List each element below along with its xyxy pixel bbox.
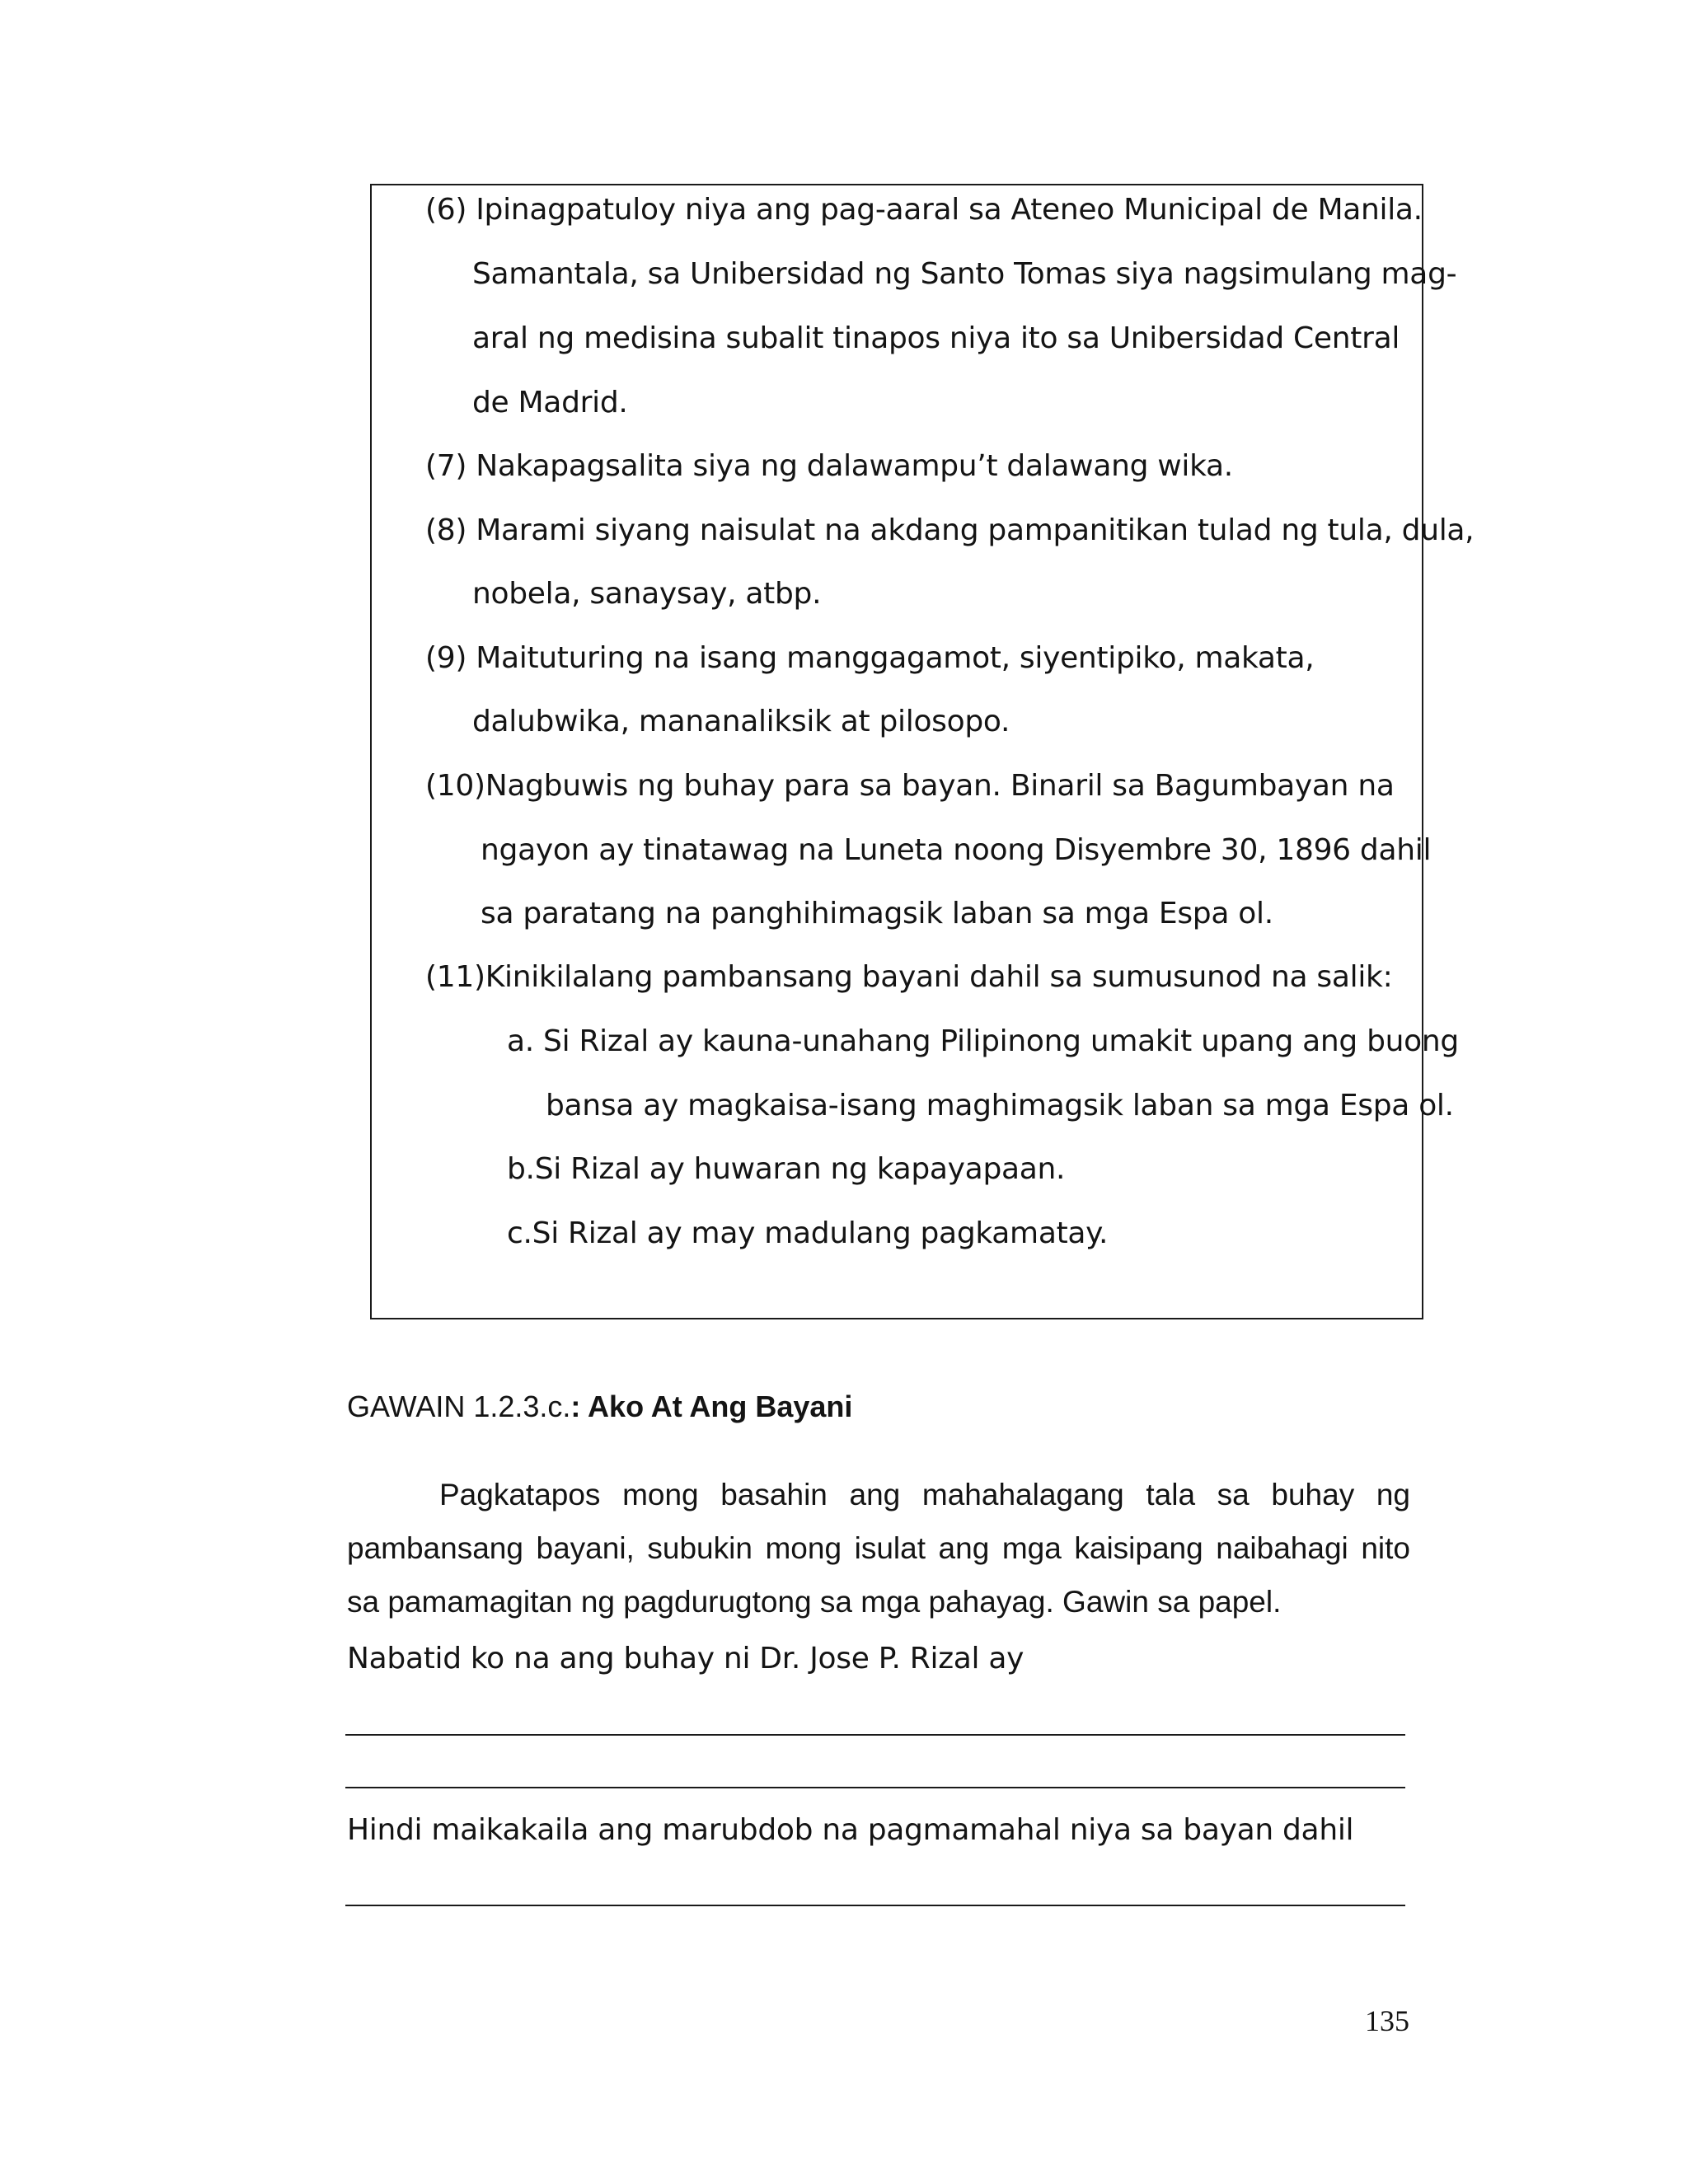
- item-8-line-2: nobela, sanaysay, atbp.: [472, 577, 822, 611]
- item-10-line-2: ngayon ay tinatawag na Luneta noong Disyembre 30, 1896 dahil: [481, 833, 1432, 867]
- item-7-line-1: (7) Nakapagsalita siya ng dalawampu’t dalawang wika.: [425, 449, 1233, 483]
- item-8-line-1: (8) Marami siyang naisulat na akdang pampanitikan tulad ng tula, dula,: [425, 513, 1475, 547]
- prompt-1: Nabatid ko na ang buhay ni Dr. Jose P. Rizal ay: [347, 1642, 1025, 1675]
- item-11c-line-1: c.Si Rizal ay may madulang pagkamatay.: [507, 1216, 1109, 1250]
- prompt-2: Hindi maikakaila ang marubdob na pagmamahal niya sa bayan dahil: [347, 1813, 1354, 1847]
- page-number: 135: [1365, 2004, 1409, 2037]
- item-9-line-1: (9) Maituturing na isang manggagamot, siyentipiko, makata,: [425, 641, 1315, 675]
- item-11a-line-2: bansa ay magkaisa-isang maghimagsik laban sa mga Espa ol.: [546, 1089, 1454, 1122]
- instruction-line-3: sa pamamagitan ng pagdurugtong sa mga pahayag. Gawin sa papel.: [347, 1585, 1282, 1619]
- item-9-line-2: dalubwika, mananaliksik at pilosopo.: [472, 705, 1010, 738]
- instruction-line-2: pambansang bayani, subukin mong isulat ang mga kaisipang naibahagi nito: [347, 1531, 1410, 1565]
- instruction-line-1: Pagkatapos mong basahin ang mahahalagang tala sa buhay ng: [439, 1478, 1410, 1511]
- item-10-line-3: sa paratang na panghihimagsik laban sa mga Espa ol.: [481, 897, 1273, 930]
- activity-title: [347, 1390, 852, 1423]
- activity-title-prefix: GAWAIN 1.2.3.c.: [347, 1390, 571, 1423]
- item-10-line-1: (10)Nagbuwis ng buhay para sa bayan. Binaril sa Bagumbayan na: [425, 769, 1395, 803]
- answer-line-2: [345, 1787, 1405, 1788]
- answer-line-3: [345, 1905, 1405, 1906]
- item-6-line-1: (6) Ipinagpatuloy niya ang pag-aaral sa Ateneo Municipal de Manila.: [425, 193, 1423, 227]
- item-11b-line-1: b.Si Rizal ay huwaran ng kapayapaan.: [507, 1152, 1066, 1186]
- activity-title-bold: : Ako At Ang Bayani: [570, 1390, 853, 1423]
- item-6-line-3: aral ng medisina subalit tinapos niya ito sa Unibersidad Central: [472, 321, 1400, 355]
- item-11-line-1: (11)Kinikilalang pambansang bayani dahil sa sumusunod na salik:: [425, 960, 1393, 994]
- item-6-line-4: de Madrid.: [472, 386, 628, 419]
- item-11a-line-1: a. Si Rizal ay kauna-unahang Pilipinong umakit upang ang buong: [507, 1024, 1459, 1058]
- item-6-line-2: Samantala, sa Unibersidad ng Santo Tomas siya nagsimulang mag-: [472, 257, 1457, 291]
- answer-line-1: [345, 1734, 1405, 1736]
